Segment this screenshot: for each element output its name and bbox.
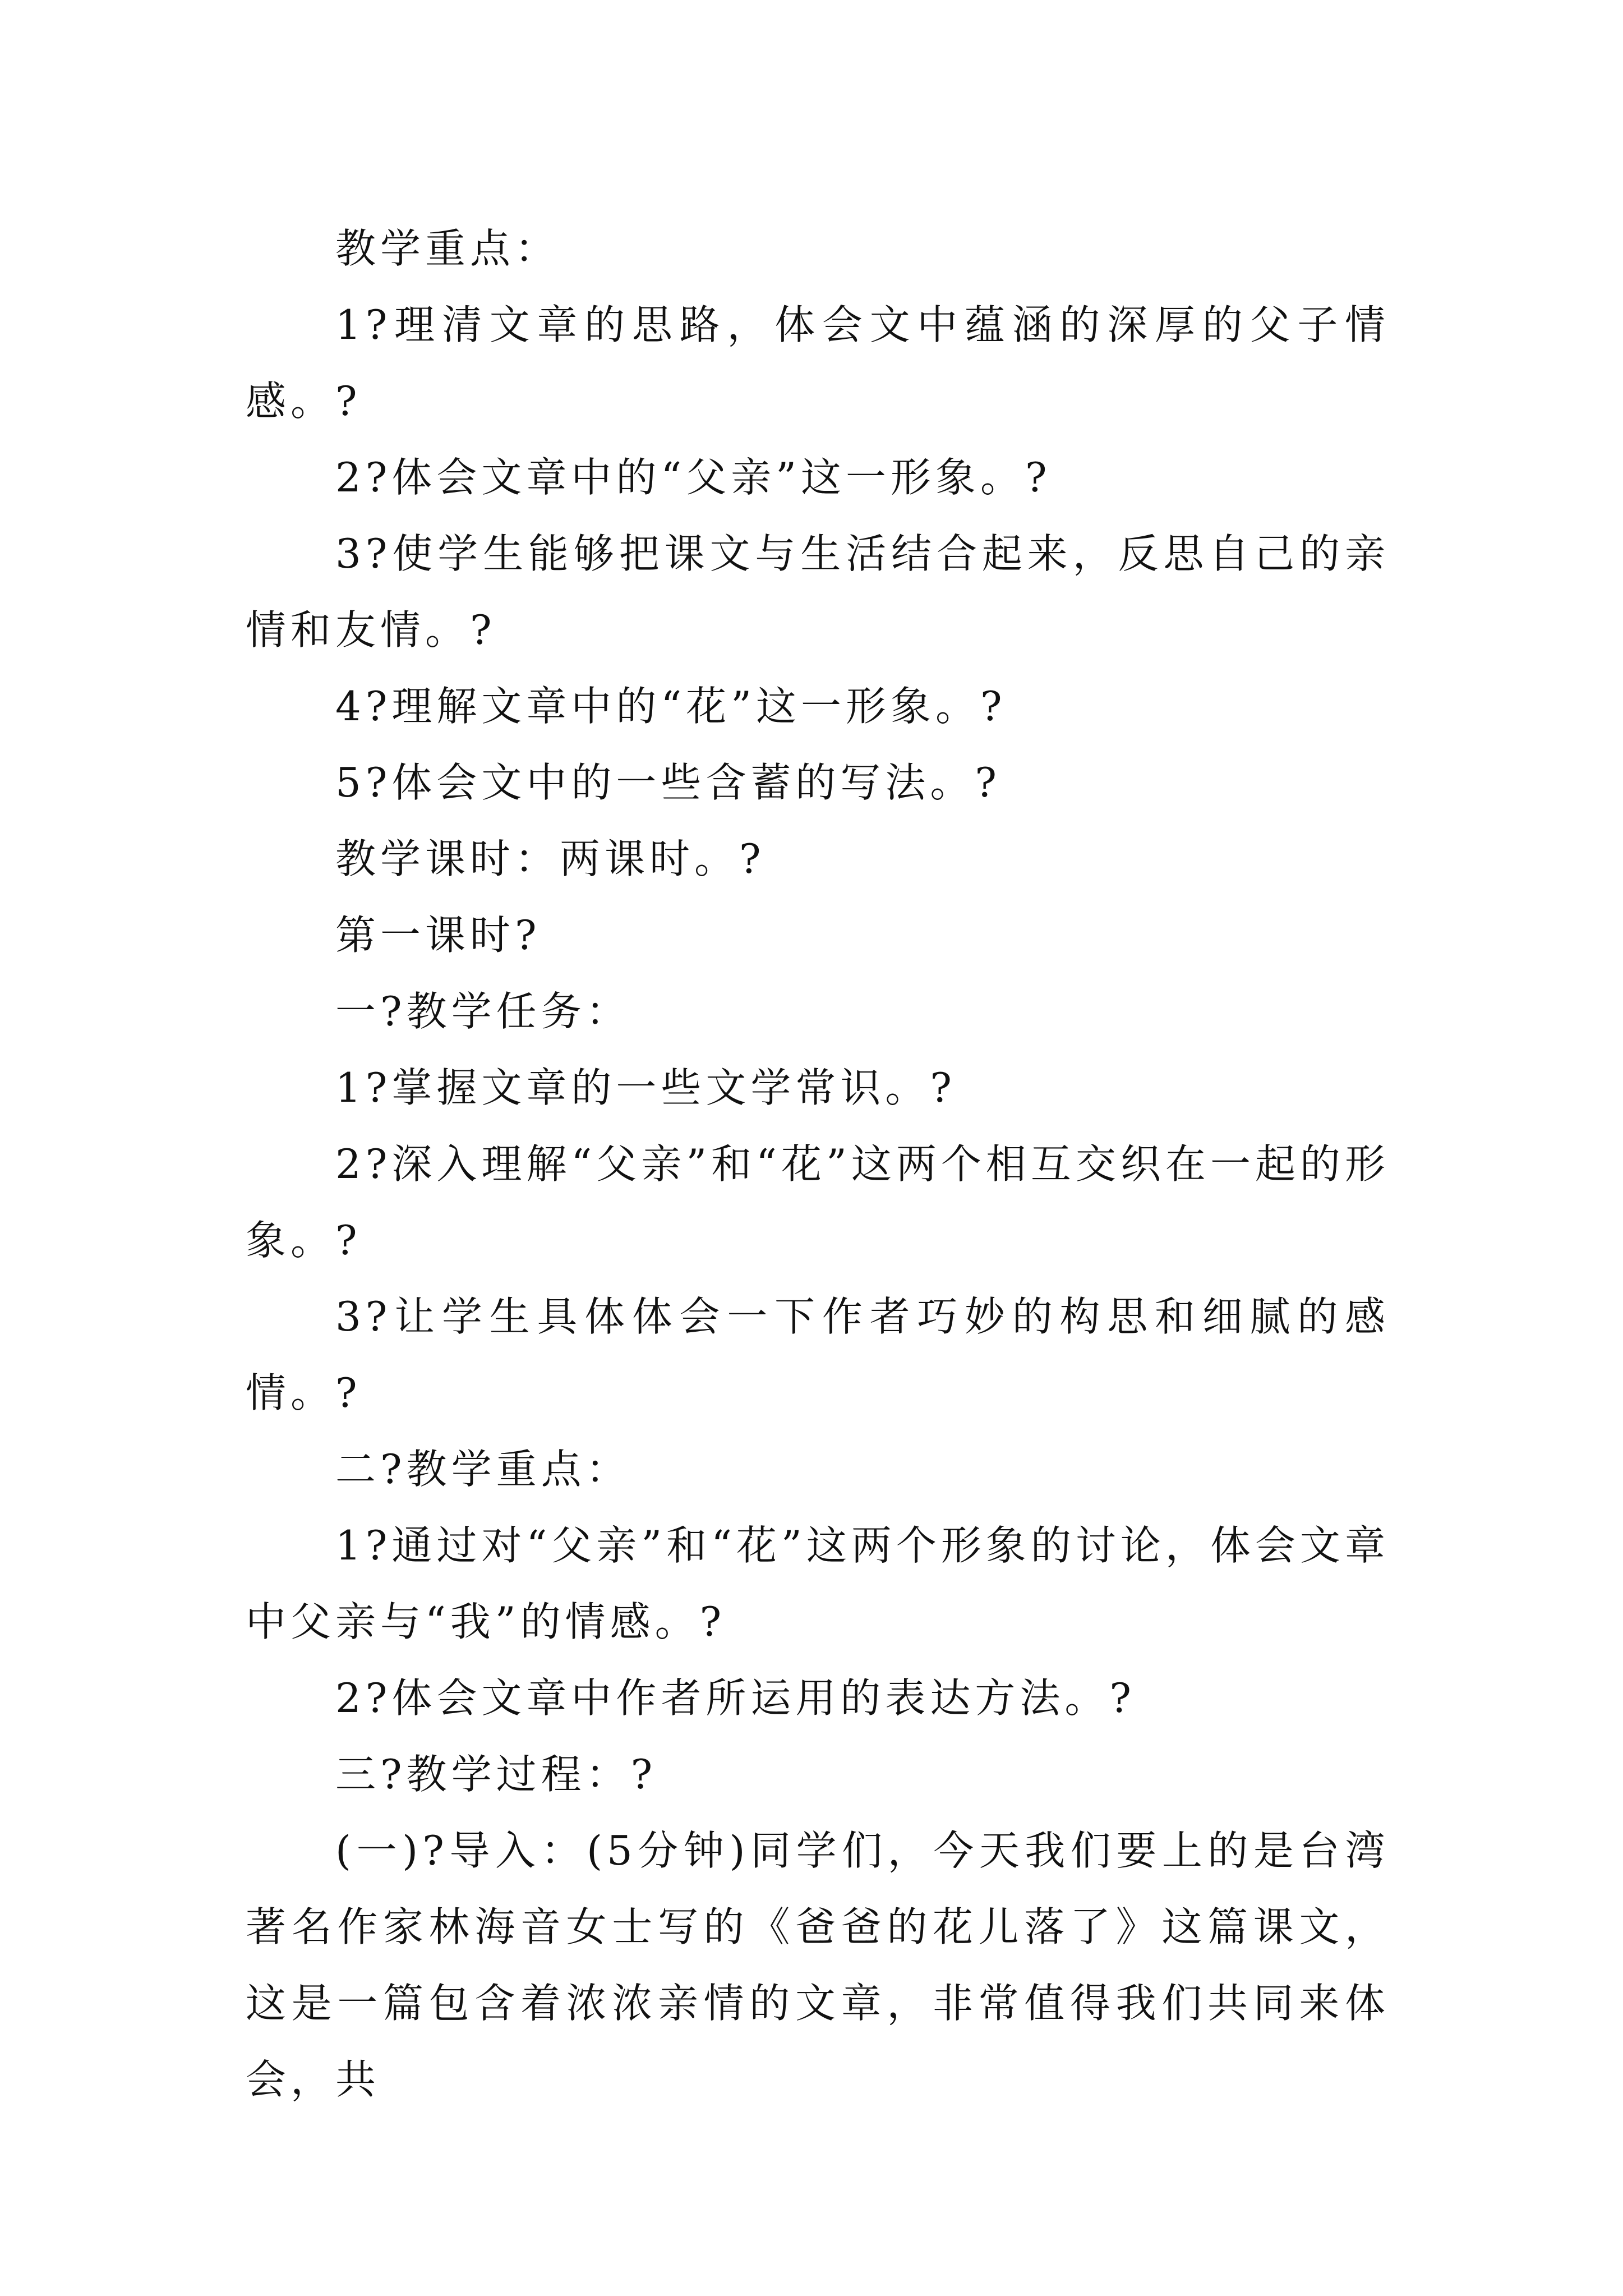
heading-teaching-tasks: 一?教学任务： bbox=[335, 988, 631, 1035]
intro-paragraph: (一)?导入：(5分钟)同学们，今天我们要上的是台湾著名作家林海音女士写的《爸爸的花儿落了》这篇课文，这是一篇包含着浓浓亲情的文章，非常值得我们共同来体会，共 bbox=[246, 1827, 1390, 2103]
class-hours: 教学课时：两课时。? bbox=[335, 835, 766, 882]
task-item-2: 2?深入理解“父亲”和“花”这两个相互交织在一起的形象。? bbox=[246, 1140, 1390, 1264]
task-item-1: 1?掌握文章的一些文学常识。? bbox=[335, 1064, 957, 1111]
focus-item-5: 5?体会文中的一些含蓄的写法。? bbox=[335, 759, 1002, 806]
first-lesson-heading: 第一课时? bbox=[335, 912, 541, 959]
heading-teaching-process: 三?教学过程：? bbox=[335, 1751, 657, 1798]
focus-item-1: 1?理清文章的思路，体会文中蕴涵的深厚的父子情感。? bbox=[246, 301, 1390, 425]
heading-teaching-focus: 教学重点： bbox=[335, 225, 560, 272]
document-body bbox=[246, 210, 1390, 2118]
focus-item-2: 2?体会文章中的“父亲”这一形象。? bbox=[335, 454, 1052, 501]
lesson-focus-item-1: 1?通过对“父亲”和“花”这两个形象的讨论，体会文章中父亲与“我”的情感。? bbox=[246, 1522, 1390, 1645]
focus-item-3: 3?使学生能够把课文与生活结合起来，反思自己的亲情和友情。? bbox=[246, 530, 1390, 654]
task-item-3: 3?让学生具体体会一下作者巧妙的构思和细腻的感情。? bbox=[246, 1293, 1390, 1416]
heading-lesson-focus: 二?教学重点： bbox=[335, 1446, 631, 1493]
focus-item-4: 4?理解文章中的“花”这一形象。? bbox=[335, 683, 1007, 730]
lesson-focus-item-2: 2?体会文章中作者所运用的表达方法。? bbox=[335, 1674, 1136, 1722]
